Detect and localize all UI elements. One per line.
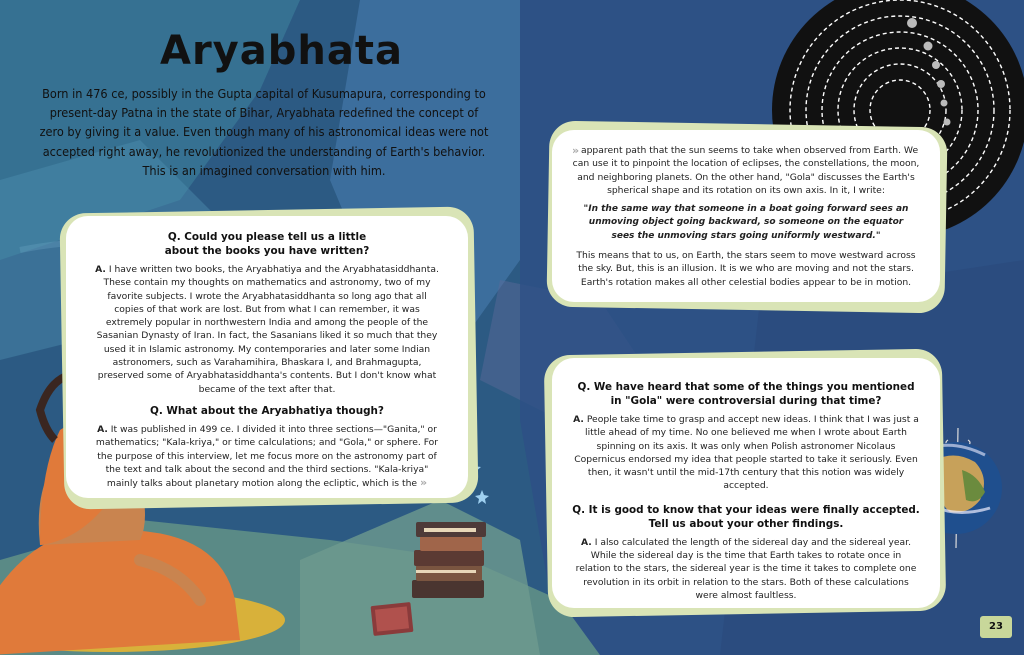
gola-quote: "In the same way that someone in a boat going forward sees an unmoving object going backward, so someone on the equator sees the unmoving stars going uniformly westward." [583,204,909,241]
continue-marker-icon: » [419,476,428,490]
continued-text [572,144,920,197]
intro-paragraph: Born in 476 ce, possibly in the Gupta capital of Kusumapura, corresponding to present-day Patna in the state of Bihar, Aryabhata redefined the concept of zero by giving it a value. Even though many of his astronomical ideas were not accepted right away, he revolutionized the understanding of Earth's behavior. This is an imagined conversation with him. [39,86,489,178]
question-controversial: Q. We have heard that some of the things you mentioned in "Gola" were controversial during that time? [577,381,915,407]
answer-controversial [572,413,920,493]
answer-controversial-text: People take time to grasp and accept new ideas. I think that I was just a little ahead of my time. No one believed me when I wrote about Earth spinning on its axis. It was only when Polish astronomer Nicolaus Copernicus endorsed my idea that people started to take it seriously. Even then, it wasn't until the mid-17th century that this notion was widely accepted. [574,414,919,492]
question-other-findings: Q. It is good to know that your ideas were finally accepted. Tell us about your other findings. [572,503,920,530]
page-title: Aryabhata [160,28,403,74]
answer-books [94,263,440,396]
page-number: 23 [980,616,1012,638]
continued-text-body: apparent path that the sun seems to take when observed from Earth. We can use it to pinpoint the location of eclipses, the constellations, the moon, and neighboring planets. On the other hand, "Gola" discusses the Earth's spherical shape and its rotation on its own axis. In it, I write: [572,145,920,196]
left-interview-card [66,216,468,498]
answer-prefix: A. [95,264,106,275]
answer-prefix: A. [573,414,584,425]
answer-prefix: A. [580,536,592,548]
question-books: Q. Could you please tell us a little about the books you have written? [164,231,370,257]
rotation-explanation: This means that to us, on Earth, the stars seem to move westward across the sky. But, this is an illusion. It is we who are moving and not the stars. Earth's rotation makes all other celestial bodies appear to be in motion. [576,250,916,288]
continue-marker-icon: » [572,144,580,157]
answer-other-findings [572,536,920,602]
answer-aryabhatiya-text: It was published in 499 ce. I divided it into three sections—"Ganita," or mathematics; "Kala-kriya," or time calculations; and "Gola," or sphere. For the purpose of this interview, let me focus more on the astronomy part of the text and talk about the second and the third sections. "Kala-kriya" mainly talks about planetary motion along the ecliptic, which is the [95,423,439,490]
answer-prefix: A. [97,423,108,435]
answer-books-text: I have written two books, the Aryabhatiya and the Aryabhatasiddhanta. These contain my thoughts on mathematics and astronomy, two of my favorite subjects. I wrote the Aryabhatasiddhanta so long ago that all copies of that work are lost. But from what I can remember, it was extremely popular in northwestern India and among the people of the Sasanian Dynasty of Iran. In fact, the Sasanians liked it so much that they used it in Islamic astronomy. My contemporaries and later some Indian astronomers, such as Varahamihira, Bhaskara I, and Brahmagupta, preserved some of Aryabhatasiddhanta's contents. But I don't know what became of the text after that. [96,264,439,395]
answer-aryabhatiya [94,423,440,490]
answer-other-findings-text: I also calculated the length of the sidereal day and the sidereal year. While the sidereal day is the time that Earth takes to rotate once in relation to the stars, the sidereal year is the time it takes to complete one revolution in its orbit in relation to the stars. Both of these calculations were almost faultless. [575,536,917,601]
question-aryabhatiya: Q. What about the Aryabhatiya though? [150,404,384,417]
right-top-interview-card [552,130,940,302]
right-bottom-interview-card [552,358,940,608]
